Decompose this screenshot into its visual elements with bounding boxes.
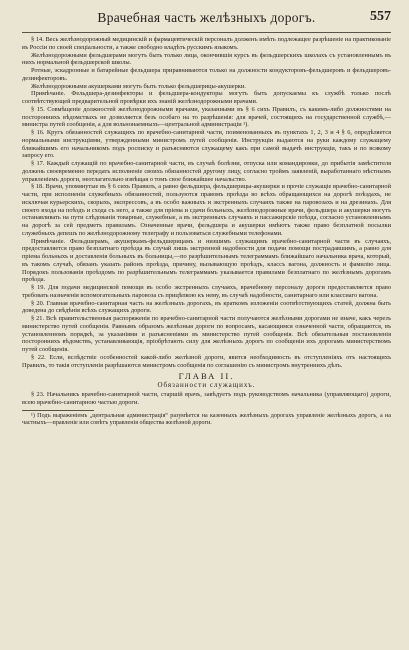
- paragraph: § 21. Всѣ правительственныя распоряженія по врачебно-санитарной части получаются желѣзными дорогами не иначе, какъ черезъ министерство путей сообщенія. Равнымъ образомъ желѣзныя дороги по вопросамъ, касающимся означенной части, обращаются, въ установленномъ порядкѣ, за указаніями и разъясненіями въ министерство путей сообщенія. Всѣ обязательныя постановленія постороннихъ вѣдомствъ, устанавливающія, пріобрѣтають силу для желѣзныхъ дорогъ по сообщеніи ихъ дорогамъ министерствомъ путей сообщенія.: [22, 315, 391, 353]
- footnote: ¹) Подъ выраженіемъ „центральная администрація“ разумѣется на казенныхъ желѣзныхъ дорогахъ управленіе желѣзныхъ дорогъ, а на частныхъ—правленіе или совѣтъ управленія общества желѣзной дороги.: [22, 412, 391, 427]
- paragraph: § 23. Начальникъ врачебно-санитарной части, старшій врачъ, завѣдуетъ подъ руководствомъ начальника (управляющаго) дороги, всею врачебно-санитарною частью дороги.: [22, 391, 391, 406]
- body-text: [22, 36, 391, 407]
- paragraph: § 18. Врачи, упомянутые въ § 6 сихъ Правилъ, а равно фельдшера, фельдшерицы-акушерки и прочіе служащіе врачебно-санитарной части, при исполненіи служебныхъ обязанностей, пользуются правомъ проѣзда во всѣхъ обращающихся на дорогѣ поѣздахъ, не исключая курьерскихъ, скорыхъ, экспрессовъ, а въ особо важныхъ и экстренныхъ случаяхъ также на паровозахъ и на дрезинахъ. Для своего входа на поѣздъ и схода съ него, а также для пріема и сдачи больныхъ, желѣзнодорожные врачи, фельдшера и акушерки могутъ останавливать на пути слѣдованія товарные, служебные, а въ экстренныхъ случаяхъ и пассажирскіе поѣзда, согласно установленнымъ на дорогѣ за сей предметъ правиламъ. Означенные врачи, фельдшера и акушерки имѣютъ также право безплатной посылки служебныхъ депешъ по желѣзнодорожному телеграфу и пользоваться служебными телефонами.: [22, 183, 391, 237]
- paragraph: Ротные, эскадронные и батарейные фельдшера приравниваются только на должности кондукторовъ-фельдшеровъ и фельдшеровъ-дезинфекторовъ.: [22, 67, 391, 82]
- paragraph: § 14. Весь желѣзнодорожный медицинскій и фармацевтическій персоналъ долженъ имѣть подлежащее разрѣшеніе на практикованіе въ Россіи по своей спеціальности, а также свободно владѣть русскимъ языкомъ.: [22, 36, 391, 51]
- paragraph: § 19. Для подачи медицинской помощи въ особо экстренныхъ случаяхъ, врачебному персоналу дороги предоставляется право требовать назначенія вспомогательныхъ паровоза съ прицѣпкою къ нему, въ случаѣ надобности, санитарнаго или классиаго вагона.: [22, 284, 391, 299]
- paragraph: Желѣзнодорожными фельдшерами могутъ быть только лица, окончившія курсъ въ фельдшерскихъ школахъ съ установленнымъ въ нихъ нормальной фельдшерской школы.: [22, 51, 391, 67]
- paragraph: § 15. Совмѣщеніе должностей желѣзнодорожными врачами, указанными въ § 6 сихъ Правилъ, съ какимъ-либо должностями на постороннихъ вѣдомствахъ не дозволяется безъ особаго на то разрѣшенія: для врачей, состоящихъ на государственной службѣ,—министра путей сообщенія, а для вольнонаемныхъ—центральной администраціи ¹).: [22, 105, 391, 129]
- page-number: 557: [370, 9, 391, 24]
- running-title: Врачебная часть желѣзныхъ дорогъ.: [97, 10, 316, 25]
- chapter-title: Обязанности служащихъ.: [157, 381, 256, 390]
- note-paragraph: Примѣчаніе. Фельдшера-дезинфекторы и фельдшера-кондукторы могутъ быть допускаемы къ службѣ только послѣ соотвѣтствующей предварительной провѣрки ихъ знаній желѣзнодорожными врачами.: [22, 90, 391, 105]
- page-header: [22, 8, 391, 33]
- paragraph: § 20. Главная врачебно-санитарная часть на желѣзныхъ дорогахъ, въ краткомъ изложеніи соотвѣтствующихъ статей, должна быть доведена до свѣдѣнія всѣхъ служащихъ дороги.: [22, 299, 391, 315]
- footnote-divider: [22, 410, 94, 411]
- chapter-heading: ГЛАВА II.: [178, 371, 235, 382]
- paragraph: Желѣзнодорожными акушерками могутъ быть только фельдшерицы-акушерки.: [31, 82, 246, 90]
- note-paragraph: Примѣчаніе. Фельдшерамъ, акушеркамъ-фельдшерицамъ и низшимъ служащимъ врачебно-санитарной части въ случаяхъ, предоставляется право безплатнаго проѣзда въ случай лишь экстренной надобности для подачи помощи пострадавшимъ, а равно для пріема больныхъ и доставленія больныхъ въ больницы,—по разрѣшительнымъ телеграммамъ ближайшаго начальника врача, который, въ такомъ случаѣ, обязанъ указать районъ проѣзда, причину, вызывающую проѣздъ, классъ вагона, должность и фамилію лица. Порядокъ пользованія проѣздомъ по разрѣшительнымъ телеграммамъ указывается правилами безплатнаго по желѣзнымъ дорогамъ проѣзда.: [22, 237, 391, 284]
- paragraph: § 22. Если, вслѣдствіе особенностей какой-либо желѣзной дороги, явится необходимость въ отступленіяхъ отъ настоящихъ Правилъ, то такія отступленія разрѣшаются министромъ сообщенія по соглашенію съ министромъ внутреннихъ дѣлъ.: [22, 353, 391, 369]
- paragraph: § 16. Кругъ обязанностей служащихъ по врачебно-санитарной части, поименованныхъ въ пунктахъ 1, 2, 3 и 4 § 6, опредѣляется нормальными инструкціями, утвержденными министромъ путей сообщенія. Инструкціи выдаются на руки каждому служащему ближайшимъ его начальникомъ подъ росписку и разъясняются служащему какъ при самой выдачѣ инструкціи, такъ и по всякому запросу его.: [22, 129, 391, 160]
- paragraph: § 17. Каждый служащій по врачебно-санитарной части, въ случаѣ болѣзни, отпуска или командировки, до прибытія замѣстителя должень своевременно передать исполненіе своихъ обязанностей другому лицу, согласно троймъ заявленій, выработаннаго мѣстнымъ управленіемъ дороги, неотлагательно извѣщая о томъ свое ближайшее начальство.: [22, 160, 391, 183]
